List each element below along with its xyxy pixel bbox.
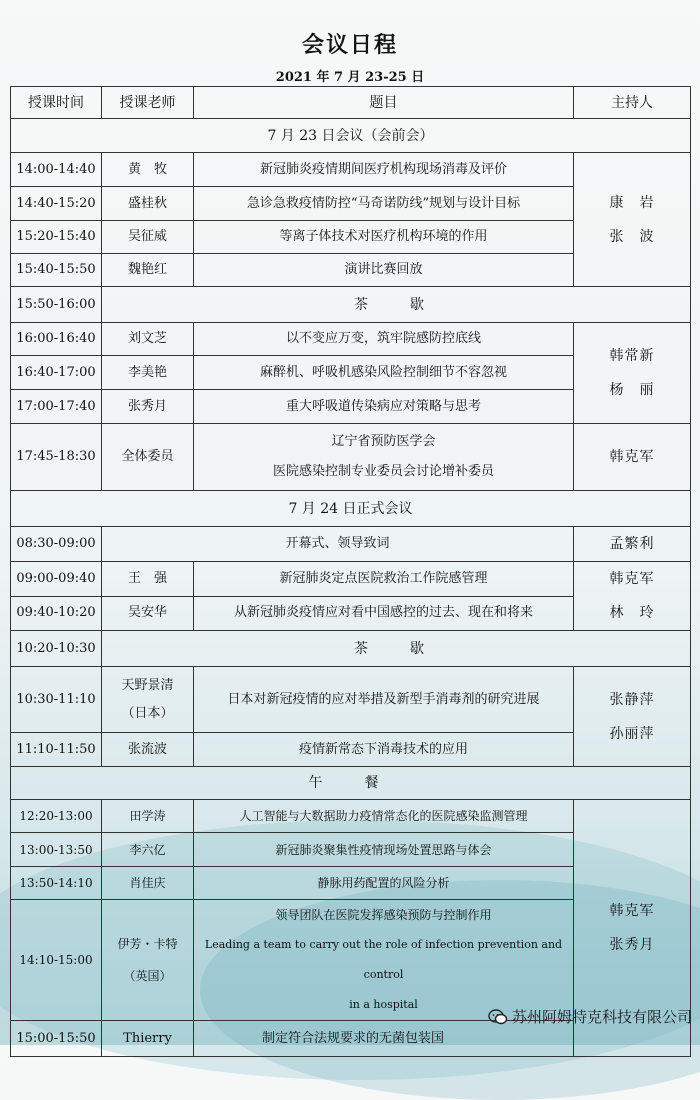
- teacher-cell: 盛桂秋: [102, 187, 194, 221]
- table-row: [11, 424, 691, 491]
- time-cell: 15:00-15:50: [11, 1021, 102, 1057]
- teacher-cell: 田学涛: [102, 800, 194, 833]
- table-row: [11, 323, 691, 356]
- host-cell: [574, 562, 691, 631]
- topic-cell: 人工智能与大数据助力疫情常态化的医院感染监测管理: [194, 800, 574, 833]
- time-cell: 17:45-18:30: [11, 424, 102, 491]
- teacher-cell: 李美艳: [102, 356, 194, 390]
- host-cell: [574, 323, 691, 424]
- header-row: [11, 87, 691, 119]
- time-cell: 08:30-09:00: [11, 527, 102, 562]
- topic-cell: 制定符合法规要求的无菌包装国: [194, 1021, 574, 1057]
- teacher-cell: 刘文芝: [102, 323, 194, 356]
- host-name: 韩克军: [609, 903, 655, 919]
- section-heading: 7 月 24 日正式会议: [11, 491, 691, 527]
- break-row: [11, 631, 691, 667]
- watermark: [488, 1006, 692, 1027]
- time-cell: 13:50-14:10: [11, 867, 102, 900]
- teacher-cell: 李六亿: [102, 833, 194, 867]
- time-cell: 12:20-13:00: [11, 800, 102, 833]
- host-cell: 孟繁利: [574, 527, 691, 562]
- topic-line: 辽宁省预防医学会: [331, 434, 436, 449]
- teacher-cell: 黄 牧: [102, 153, 194, 187]
- host-name: 张静萍: [609, 691, 655, 708]
- topic-cell: 重大呼吸道传染病应对策略与思考: [194, 390, 574, 424]
- time-cell: 10:30-11:10: [11, 667, 102, 733]
- teacher-country: （英国）: [123, 969, 172, 983]
- teacher-cell: 肖佳庆: [102, 867, 194, 900]
- topic-cell: 疫情新常态下消毒技术的应用: [194, 733, 574, 767]
- time-cell: 15:20-15:40: [11, 221, 102, 254]
- teacher-cell: 吴安华: [102, 596, 194, 631]
- section-heading: 7 月 23 日会议（会前会）: [11, 119, 691, 153]
- host-name: 孙丽萍: [609, 725, 655, 742]
- teacher-name: 伊芳・卡特: [117, 937, 178, 951]
- time-cell: 09:40-10:20: [11, 596, 102, 631]
- topic-line: 领导团队在医院发挥感染预防与控制作用: [275, 908, 492, 922]
- break-label: 茶 歇: [102, 631, 691, 667]
- host-name: 张 波: [609, 228, 655, 245]
- time-cell: 16:00-16:40: [11, 323, 102, 356]
- table-row: [11, 153, 691, 187]
- topic-cell: 等离子体技术对医疗机构环境的作用: [194, 221, 574, 254]
- break-row: [11, 287, 691, 323]
- host-cell: [574, 667, 691, 767]
- host-name: 林 玲: [609, 605, 655, 621]
- table-row: [11, 800, 691, 833]
- time-cell: 14:00-14:40: [11, 153, 102, 187]
- header-teacher: 授课老师: [102, 87, 194, 119]
- header-time: 授课时间: [11, 87, 102, 119]
- topic-line: 医院感染控制专业委员会讨论增补委员: [272, 464, 494, 479]
- time-cell: 16:40-17:00: [11, 356, 102, 390]
- topic-cell: 新冠肺炎疫情期间医疗机构现场消毒及评价: [194, 153, 574, 187]
- host-name: 康 岩: [609, 194, 655, 211]
- section-row: [11, 491, 691, 527]
- break-label: 茶 歇: [102, 287, 691, 323]
- teacher-cell: 全体委员: [102, 424, 194, 491]
- teacher-cell: [102, 900, 194, 1021]
- teacher-name: 天野景清: [121, 677, 174, 693]
- schedule-table: [10, 86, 691, 1057]
- time-cell: 15:40-15:50: [11, 254, 102, 287]
- teacher-cell: 魏艳红: [102, 254, 194, 287]
- lunch-row: [11, 767, 691, 800]
- table-row: [11, 667, 691, 733]
- topic-line: Leading a team to carry out the role of infection prevention and control: [204, 938, 563, 981]
- table-row: [11, 527, 691, 562]
- teacher-cell: 吴征威: [102, 221, 194, 254]
- time-cell: 09:00-09:40: [11, 562, 102, 597]
- time-cell: 17:00-17:40: [11, 390, 102, 424]
- topic-cell: [194, 900, 574, 1021]
- host-cell: [574, 153, 691, 287]
- teacher-cell: Thierry: [102, 1021, 194, 1057]
- teacher-cell: [102, 667, 194, 733]
- time-cell: 14:40-15:20: [11, 187, 102, 221]
- time-cell: 14:10-15:00: [11, 900, 102, 1021]
- host-cell: 韩克军: [574, 424, 691, 491]
- teacher-country: （日本）: [121, 705, 174, 721]
- topic-cell: 日本对新冠疫情的应对举措及新型手消毒剂的研究进展: [194, 667, 574, 733]
- lunch-label: 午 餐: [11, 767, 691, 800]
- topic-cell: 开幕式、领导致词: [102, 527, 574, 562]
- host-name: 韩克军: [609, 571, 655, 587]
- topic-line: in a hospital: [349, 998, 418, 1011]
- topic-cell: [194, 424, 574, 491]
- host-name: 杨 丽: [609, 382, 655, 398]
- topic-cell: 以不变应万变，筑牢院感防控底线: [194, 323, 574, 356]
- topic-cell: 从新冠肺炎疫情应对看中国感控的过去、现在和将来: [194, 596, 574, 631]
- topic-cell: 演讲比赛回放: [194, 254, 574, 287]
- table-row: [11, 562, 691, 597]
- time-cell: 13:00-13:50: [11, 833, 102, 867]
- watermark-text: 苏州阿姆特克科技有限公司: [511, 1008, 692, 1026]
- topic-cell: 静脉用药配置的风险分析: [194, 867, 574, 900]
- host-name: 张秀月: [609, 937, 655, 953]
- schedule-date: 2021 年 7 月 23-25 日: [275, 70, 425, 85]
- page-title: 会议日程: [301, 32, 398, 58]
- time-cell: 11:10-11:50: [11, 733, 102, 767]
- topic-cell: 麻醉机、呼吸机感染风险控制细节不容忽视: [194, 356, 574, 390]
- wechat-icon: [488, 1009, 508, 1025]
- header-host: 主持人: [574, 87, 691, 119]
- topic-cell: 急诊急救疫情防控“马奇诺防线”规划与设计目标: [194, 187, 574, 221]
- section-row: [11, 119, 691, 153]
- teacher-cell: 张流波: [102, 733, 194, 767]
- topic-cell: 新冠肺炎定点医院救治工作院感管理: [194, 562, 574, 597]
- time-cell: 10:20-10:30: [11, 631, 102, 667]
- topic-cell: 新冠肺炎聚集性疫情现场处置思路与体会: [194, 833, 574, 867]
- host-name: 韩常新: [609, 348, 655, 364]
- teacher-cell: 张秀月: [102, 390, 194, 424]
- header-topic: 题目: [194, 87, 574, 119]
- time-cell: 15:50-16:00: [11, 287, 102, 323]
- teacher-cell: 王 强: [102, 562, 194, 597]
